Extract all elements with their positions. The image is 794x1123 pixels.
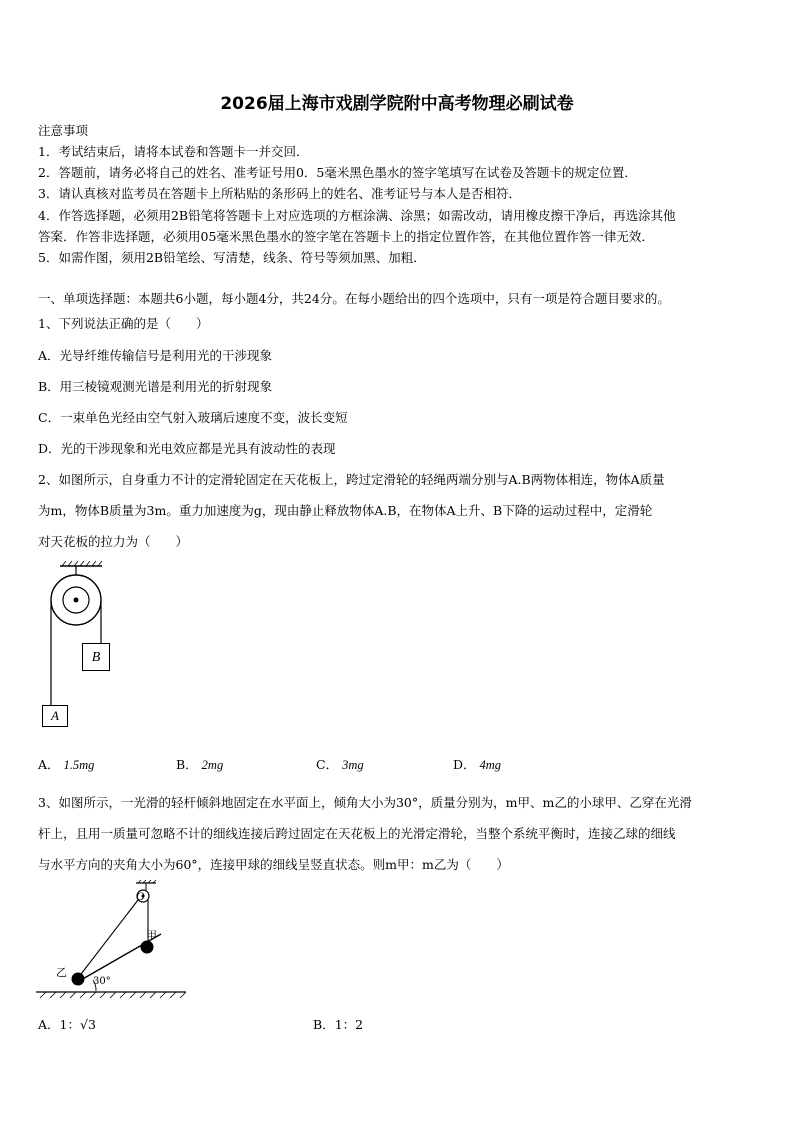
q3-stem-line3: 与水平方向的夹角大小为60°，连接甲球的细线呈竖直状态。则m甲：m乙为（ ） [38, 857, 509, 872]
q2-option-b: B． 2mg [176, 757, 224, 772]
block-b-label: B [91, 650, 101, 665]
notes-heading: 注意事项 [38, 123, 89, 138]
block-a [42, 705, 68, 727]
note-item-4: 4．作答选择题，必须用2B铅笔将答题卡上对应选项的方框涂满、涂黑；如需改动，请用橡皮擦干净后，再选涂其他 [38, 208, 676, 223]
label-o: O [136, 889, 145, 903]
q1-option-d: D．光的干涉现象和光电效应都是光具有波动性的表现 [38, 441, 336, 456]
note-item-2: 2．答题前，请务必将自己的姓名、准考证号用0．5毫米黑色墨水的签字笔填写在试卷及答题卡的规定位置． [38, 165, 637, 180]
label-yi: 乙 [56, 966, 67, 979]
q3-stem-line1: 3、如图所示，一光滑的轻杆倾斜地固定在水平面上，倾角大小为30°，质量分别为，m甲、m乙的小球甲、乙穿在光滑 [38, 795, 692, 810]
q1-option-b: B．用三棱镜观测光谱是利用光的折射现象 [38, 379, 273, 394]
q1-option-a: A．光导纤维传输信号是利用光的干涉现象 [38, 348, 273, 363]
note-item-1: 1．考试结束后，请将本试卷和答题卡一并交回． [38, 144, 309, 159]
q1-stem: 1、下列说法正确的是（ ） [38, 316, 209, 331]
block-b [82, 643, 110, 671]
q3-option-a: A．1：√3 [38, 1017, 96, 1032]
q2-option-d: D． 4mg [453, 757, 502, 772]
label-angle: 30° [93, 976, 111, 987]
block-a-label: A [51, 708, 59, 723]
label-jia: 甲 [146, 929, 157, 942]
page-title: 2026届上海市戏剧学院附中高考物理必刷试卷 [220, 94, 574, 114]
note-item-4-cont: 答案．作答非选择题，必须用05毫米黑色墨水的签字笔在答题卡上的指定位置作答，在其他位置作答一律无效． [38, 229, 654, 244]
q2-option-a: A． 1.5mg [38, 757, 95, 772]
q2-stem-line2: 为m，物体B质量为3m。重力加速度为g，现由静止释放物体A.B，在物体A上升、B下降的运动过程中，定滑轮 [38, 503, 653, 518]
q2-option-c: C． 3mg [316, 757, 364, 772]
q3-option-b: B．1：2 [313, 1017, 364, 1032]
incline-diagram [36, 880, 196, 1000]
note-item-5: 5．如需作图，须用2B铅笔绘、写清楚，线条、符号等须加黑、加粗． [38, 250, 426, 265]
note-item-3: 3．请认真核对监考员在答题卡上所粘贴的条形码上的姓名、准考证号与本人是否相符． [38, 186, 521, 201]
section-heading: 一、单项选择题：本题共6小题，每小题4分，共24分。在每小题给出的四个选项中，只有一项是符合题目要求的。 [38, 291, 670, 306]
q2-stem-line3: 对天花板的拉力为（ ） [38, 534, 189, 549]
q3-stem-line2: 杆上，且用一质量可忽略不计的细线连接后跨过固定在天花板上的光滑定滑轮，当整个系统平衡时，连接乙球的细线 [38, 826, 676, 841]
q1-option-c: C．一束单色光经由空气射入玻璃后速度不变，波长变短 [38, 410, 348, 425]
q2-stem-line1: 2、如图所示，自身重力不计的定滑轮固定在天花板上，跨过定滑轮的轻绳两端分别与A.B两物体相连，物体A质量 [38, 472, 665, 487]
